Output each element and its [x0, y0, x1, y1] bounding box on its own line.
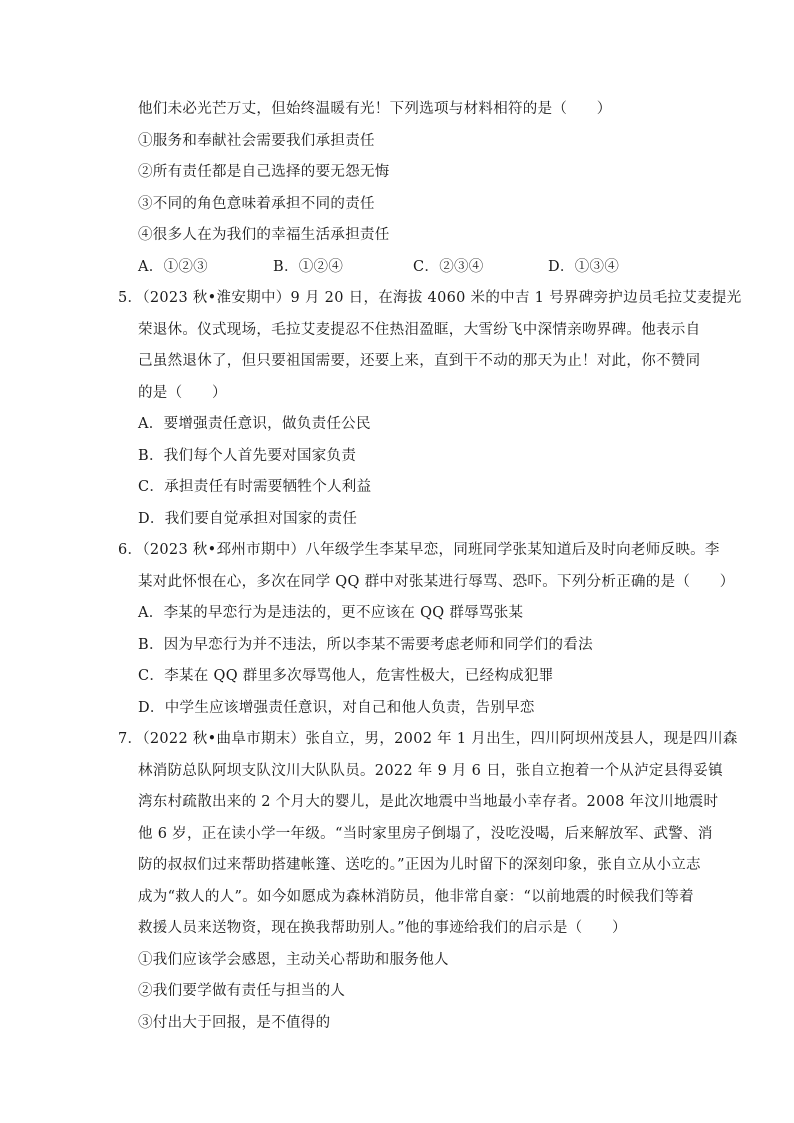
q5-stem-line-4: 的是（ ） [138, 384, 227, 401]
q6-option-c: C．李某在 QQ 群里多次辱骂他人，危害性极大，已经构成犯罪 [138, 668, 554, 684]
q7-stem-line-7: 救援人员来送物资，现在换我帮助别人。”他的事迹给我们的启示是（ ） [138, 920, 627, 936]
q4-stem-tail: 他们未必光芒万丈，但始终温暖有光！下列选项与材料相符的是（ ） [138, 101, 612, 117]
q5-stem-line-1: 5．（2023 秋•淮安期中）9 月 20 日，在海拔 4060 米的中吉 1 号界碑旁护边员毛拉艾麦提光 [118, 290, 742, 306]
q5-option-d: D．我们要自觉承担对国家的责任 [138, 510, 358, 527]
q5-option-c: C．承担责任有时需要牺牲个人利益 [138, 479, 372, 495]
q6-option-a: A．李某的早恋行为是违法的，更不应该在 QQ 群辱骂张某 [138, 605, 524, 621]
q7-stem-line-4: 他 6 岁，正在读小学一年级。“当时家里房子倒塌了，没吃没喝，后来解放军、武警、消 [138, 825, 713, 842]
q5-stem-line-2: 荣退休。仪式现场，毛拉艾麦提忍不住热泪盈眶，大雪纷飞中深情亲吻界碑。他表示自 [138, 321, 701, 338]
q5-option-b: B．我们每个人首先要对国家负责 [138, 447, 357, 464]
q4-option-a: A．①②③ [138, 258, 208, 275]
q7-stem-line-5: 防的叔叔们过来帮助搭建帐篷、送吃的。”正因为儿时留下的深刻印象，张自立从小立志 [138, 857, 701, 873]
q4-statement-2: ②所有责任都是自己选择的要无怨无悔 [138, 164, 390, 180]
q6-stem-line-2: 某对此怀恨在心，多次在同学 QQ 群中对张某进行辱骂、恐吓。下列分析正确的是（ ） [138, 573, 735, 590]
q4-statement-4: ④很多人在为我们的幸福生活承担责任 [138, 227, 390, 243]
q4-option-c: C．②③④ [413, 258, 484, 275]
q4-option-d: D．①③④ [548, 258, 620, 275]
q7-statement-2: ②我们要学做有责任与担当的人 [138, 983, 346, 999]
q7-stem-line-2: 林消防总队阿坝支队汶川大队队员。2022 年 9 月 6 日，张自立抱着一个从泸定县得妥镇 [138, 762, 723, 779]
q7-statement-3: ③付出大于回报，是不值得的 [138, 1014, 331, 1031]
q5-option-a: A．要增强责任意识，做负责任公民 [138, 416, 371, 432]
q5-stem-line-3: 己虽然退休了，但只要祖国需要，还要上来，直到干不动的那天为止！对此，你不赞同 [138, 353, 701, 369]
q4-statement-1: ①服务和奉献社会需要我们承担责任 [138, 132, 375, 149]
q4-option-b: B．①②④ [273, 258, 344, 275]
q7-stem-line-3: 湾东村疏散出来的 2 个月大的婴儿，是此次地震中当地最小幸存者。2008 年汶川地震时 [138, 794, 719, 810]
q6-option-b: B．因为早恋行为并不违法，所以李某不需要考虑老师和同学们的看法 [138, 636, 593, 653]
q7-stem-line-1: 7．（2022 秋•曲阜市期末）张自立，男，2002 年 1 月出生，四川阿坝州茂县人，现是四川森 [118, 731, 738, 747]
q4-statement-3: ③不同的角色意味着承担不同的责任 [138, 195, 375, 212]
q6-stem-line-1: 6．（2023 秋•邳州市期中）八年级学生李某早恋，同班同学张某知道后及时向老师反映。李 [118, 542, 720, 558]
q6-option-d: D．中学生应该增强责任意识，对自己和他人负责，告别早恋 [138, 699, 535, 716]
q4-options [118, 252, 688, 284]
q7-statement-1: ①我们应该学会感恩，主动关心帮助和服务他人 [138, 951, 449, 968]
question-content [118, 94, 742, 1039]
q7-stem-line-6: 成为“救人的人”。如今如愿成为森林消防员，他非常自豪：“以前地震的时候我们等着 [138, 888, 694, 905]
